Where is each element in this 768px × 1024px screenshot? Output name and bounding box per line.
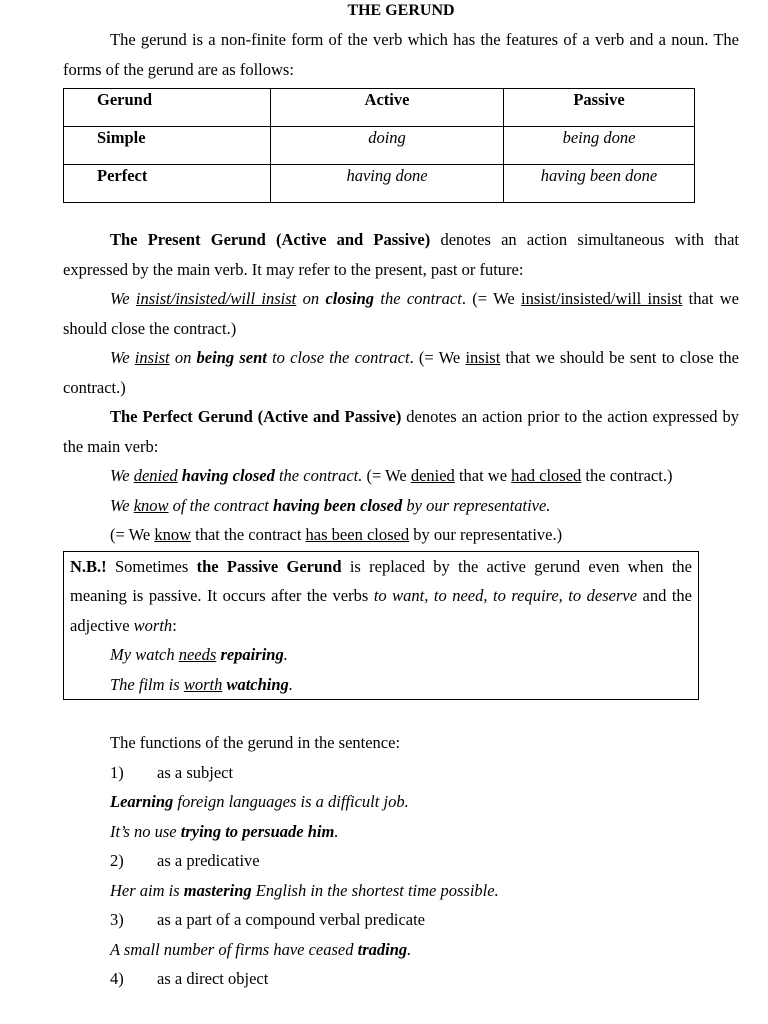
paraphrase-verb: has been closed xyxy=(305,525,410,544)
example-text: . xyxy=(283,645,288,664)
intro-paragraph: The gerund is a non-finite form of the verb which has the features of a verb and a noun. The forms of the gerund are as follows: xyxy=(63,30,739,79)
example-verb: worth xyxy=(183,674,223,694)
function-label: as a direct object xyxy=(157,969,269,988)
table-header-cell: Active xyxy=(271,89,504,127)
perfect-gerund-text: denotes an action prior to the action expressed by the main verb: xyxy=(63,407,739,456)
example-text: My watch xyxy=(110,645,179,664)
example-text: . xyxy=(288,674,293,694)
present-gerund-heading: The Present Gerund (Active and Passive) xyxy=(110,230,431,249)
function-label: as a part of a compound verbal predicate xyxy=(157,910,426,929)
nb-text: Sometimes xyxy=(106,556,197,576)
function-example xyxy=(63,787,739,817)
example-verb: needs xyxy=(178,645,217,664)
example-text: We xyxy=(110,348,135,367)
paraphrase-text: the contract.) xyxy=(581,466,673,485)
example-text: . xyxy=(334,821,339,841)
perfect-example-1 xyxy=(63,461,739,491)
function-number: 4) xyxy=(110,969,124,988)
present-example-1 xyxy=(63,284,739,343)
table-header-cell: Passive xyxy=(504,89,695,127)
example-verb: denied xyxy=(133,466,178,485)
example-text: the contract. xyxy=(274,466,363,485)
example-text: English in the shortest time possible. xyxy=(251,880,499,900)
paraphrase-verb: know xyxy=(154,525,191,544)
perfect-gerund-paragraph xyxy=(63,402,739,461)
paraphrase-verb: had closed xyxy=(511,466,582,485)
function-number: 1) xyxy=(110,762,124,782)
page-title: THE GERUND xyxy=(347,2,455,19)
table-cell: having done xyxy=(271,165,504,203)
nb-label: N.B.! xyxy=(70,556,107,576)
table-header-row xyxy=(64,89,695,127)
paraphrase-verb: denied xyxy=(410,466,455,485)
example-text: on xyxy=(169,348,197,367)
example-text: the contract xyxy=(374,289,462,308)
example-gerund: trading xyxy=(357,939,408,959)
example-text: Her aim is xyxy=(110,880,184,900)
nb-emphasis: the Passive Gerund xyxy=(196,556,342,576)
paraphrase-text: . (= We xyxy=(461,289,522,308)
example-gerund: watching xyxy=(226,674,289,694)
example-text: of the contract xyxy=(168,495,274,515)
nb-text: : xyxy=(172,615,177,635)
nb-example-2 xyxy=(70,670,692,700)
example-gerund: mastering xyxy=(183,880,252,900)
example-text: on xyxy=(296,289,326,308)
example-gerund: being sent xyxy=(196,348,267,367)
example-gerund: Learning xyxy=(110,792,174,811)
table-cell: being done xyxy=(504,127,695,165)
nb-text: is replaced by the active gerund even when the meaning is passive. It occurs after the verbs xyxy=(70,556,692,605)
paraphrase-verb: insist/insisted/will insist xyxy=(521,289,683,308)
document-page xyxy=(63,0,739,994)
example-verb: know xyxy=(133,495,169,515)
example-text: A small number of firms have ceased xyxy=(110,939,358,959)
example-text: It’s no use xyxy=(110,821,181,841)
function-item xyxy=(63,846,739,876)
table-cell: Simple xyxy=(64,127,271,165)
function-example xyxy=(63,935,739,965)
example-text: We xyxy=(110,289,136,308)
present-gerund-paragraph xyxy=(63,225,739,284)
function-example xyxy=(63,817,739,847)
example-gerund: having been closed xyxy=(273,495,403,515)
function-example xyxy=(63,876,739,906)
example-text: We xyxy=(110,495,134,515)
example-gerund: trying to persuade him xyxy=(180,821,335,841)
example-verb: insist/insisted/will insist xyxy=(135,289,297,308)
example-text: . xyxy=(407,939,412,959)
paraphrase-text: that we should be sent to close the contract.) xyxy=(63,348,740,397)
table-cell: Perfect xyxy=(64,165,271,203)
function-label: as a predicative xyxy=(157,851,260,870)
perfect-example-2-paraphrase xyxy=(63,520,739,550)
paraphrase-text: that the contract xyxy=(191,525,306,544)
paraphrase-text: that we xyxy=(454,466,512,485)
nb-verbs: to want, to need, to require, to deserve xyxy=(373,586,638,605)
example-text: by our representative. xyxy=(402,495,551,515)
present-gerund-text: denotes an action simultaneous with that expressed by the main verb. It may refer to the present, past or future: xyxy=(63,230,739,279)
functions-heading: The functions of the gerund in the sentence: xyxy=(110,733,401,752)
table-cell: doing xyxy=(271,127,504,165)
function-item xyxy=(63,964,739,994)
nb-paragraph xyxy=(70,552,692,641)
example-gerund: having closed xyxy=(177,466,275,485)
example-text: We xyxy=(110,466,134,485)
nb-text: and the adjective xyxy=(70,586,693,635)
function-item xyxy=(63,905,739,935)
paraphrase-text: (= We xyxy=(110,525,155,544)
perfect-gerund-heading: The Perfect Gerund (Active and Passive) xyxy=(110,407,402,426)
paraphrase-text: by our representative.) xyxy=(409,525,563,544)
paraphrase-verb: insist xyxy=(465,348,501,367)
example-text: to close the contract xyxy=(266,348,410,367)
nb-note-box xyxy=(63,551,699,701)
table-header-cell: Gerund xyxy=(64,89,271,127)
function-label: as a subject xyxy=(157,762,234,782)
function-number: 3) xyxy=(110,910,124,929)
table-row xyxy=(64,165,695,203)
paraphrase-text: (= We xyxy=(362,466,411,485)
example-text: The film is xyxy=(110,674,184,694)
gerund-forms-table xyxy=(63,88,695,203)
nb-example-1 xyxy=(70,640,692,670)
example-verb: insist xyxy=(134,348,170,367)
table-row xyxy=(64,127,695,165)
function-number: 2) xyxy=(110,851,124,870)
table-cell: having been done xyxy=(504,165,695,203)
nb-worth: worth xyxy=(133,615,173,635)
function-item xyxy=(63,758,739,788)
paraphrase-text: . (= We xyxy=(409,348,466,367)
example-text: foreign languages is a difficult job. xyxy=(173,792,409,811)
perfect-example-2 xyxy=(63,491,739,521)
paraphrase-text: that we should close the contract.) xyxy=(63,289,739,338)
example-gerund: repairing xyxy=(220,645,284,664)
example-gerund: closing xyxy=(325,289,375,308)
present-example-2 xyxy=(63,343,739,402)
